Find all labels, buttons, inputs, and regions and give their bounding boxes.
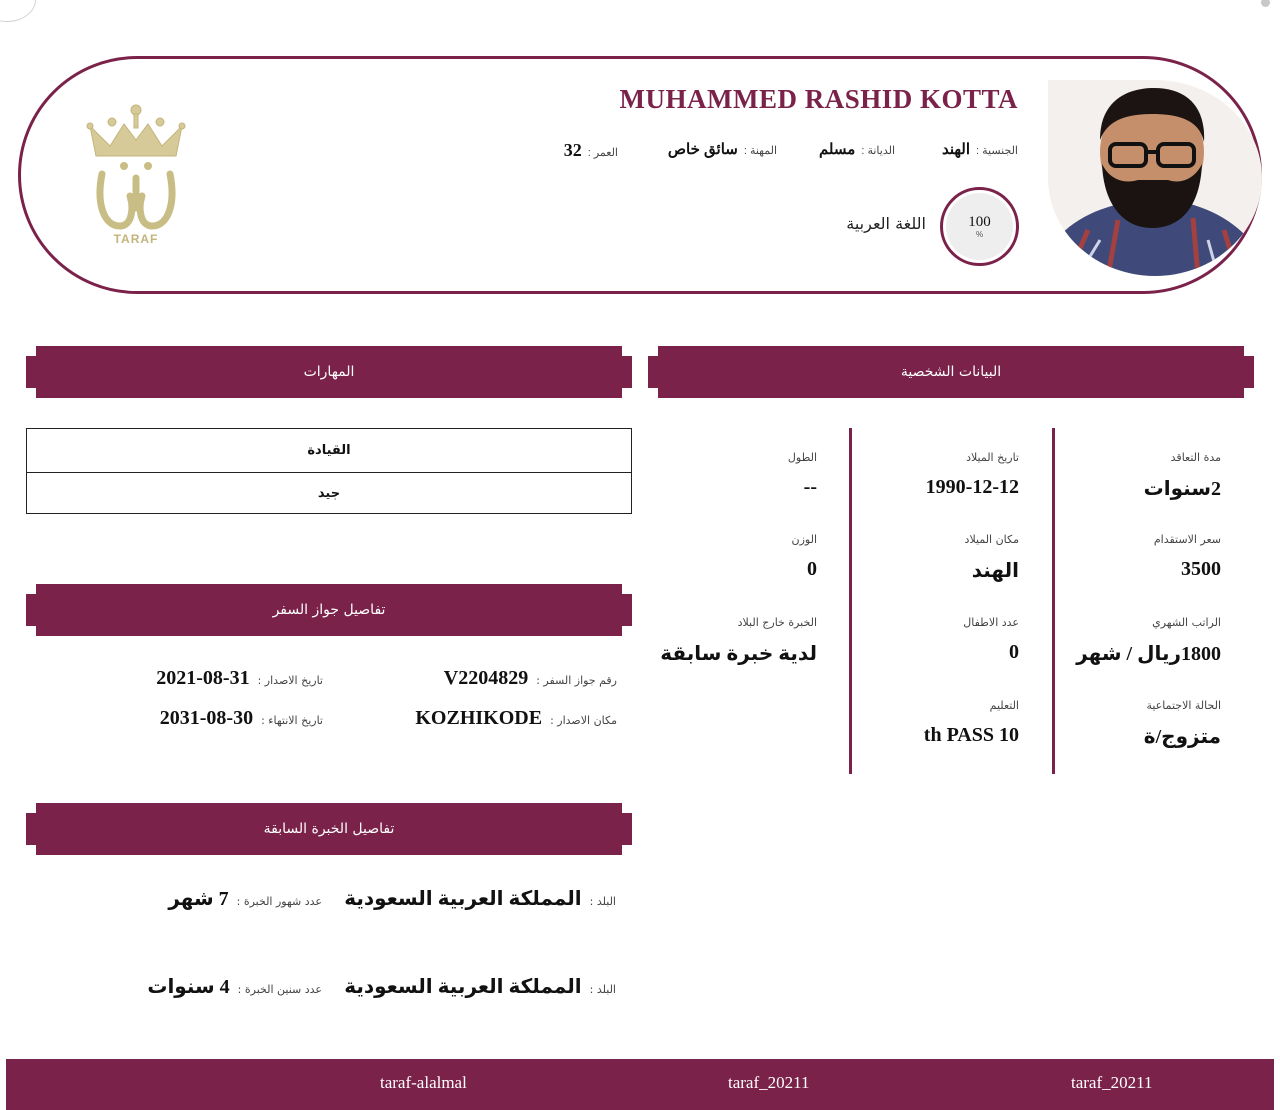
candidate-photo <box>1048 80 1262 276</box>
marital-label: الحالة الاجتماعية <box>1146 699 1221 712</box>
country-value: المملكة العربية السعودية <box>344 888 582 910</box>
passport-number-value: V2204829 <box>443 667 529 689</box>
abroad-experience-value: لدية خبرة سابقة <box>660 643 817 665</box>
skills-title: المهارات <box>303 364 355 380</box>
children-label: عدد الاطفال <box>963 616 1019 629</box>
salary-label: الراتب الشهري <box>1152 616 1221 629</box>
personal-banner <box>648 346 1254 398</box>
duration-label: عدد شهور الخبرة : <box>236 895 322 908</box>
scroll-indicator <box>1261 0 1270 7</box>
skill-name: القيادة <box>307 443 351 458</box>
duration-value: 4 سنوات <box>147 976 230 998</box>
marital-value: متزوج/ة <box>1143 726 1221 748</box>
passport-number-label: رقم جواز السفر : <box>536 674 617 687</box>
issue-date-value: 2021-08-31 <box>156 667 250 689</box>
footer-handle-middle[interactable]: taraf_20211 <box>728 1073 810 1092</box>
duration-value: 7 شهر <box>168 888 229 910</box>
footer-handle-left[interactable]: taraf-alalmal <box>380 1073 467 1092</box>
job-info <box>668 140 777 158</box>
issue-place-value: KOZHIKODE <box>415 707 543 729</box>
religion-label: الديانة : <box>861 145 895 157</box>
experience-banner <box>26 803 632 855</box>
passport-expiry-date <box>160 707 323 730</box>
logo-wordmark: TARAF <box>113 232 159 246</box>
education-value: th PASS 10 <box>923 724 1019 746</box>
education-label: التعليم <box>989 699 1019 712</box>
education-field <box>819 699 1019 747</box>
passport-title: تفاصيل جواز السفر <box>272 602 386 618</box>
marital-field <box>1021 699 1221 749</box>
children-field <box>819 616 1019 664</box>
personal-title: البيانات الشخصية <box>900 364 1002 380</box>
recruit-price-label: سعر الاستقدام <box>1153 533 1221 546</box>
religion-value: مسلم <box>818 141 856 158</box>
nationality-label: الجنسية : <box>976 145 1018 157</box>
height-value: -- <box>803 476 817 498</box>
country-value: المملكة العربية السعودية <box>344 976 582 998</box>
religion-info <box>819 140 895 158</box>
salary-value: 1800ريال / شهر <box>1076 643 1221 665</box>
weight-label: الوزن <box>791 533 817 546</box>
footer-bar <box>6 1059 1274 1110</box>
experience-country <box>344 974 616 999</box>
country-label: البلد : <box>589 983 616 996</box>
passport-issue-place <box>415 707 617 730</box>
height-field <box>617 451 817 499</box>
birth-date-field <box>819 451 1019 499</box>
language-score-badge <box>940 187 1019 266</box>
issue-date-label: تاريخ الاصدار : <box>257 674 323 687</box>
expiry-date-value: 2031-08-30 <box>159 707 254 729</box>
person-portrait-icon <box>1048 80 1262 276</box>
passport-issue-date <box>156 667 323 690</box>
country-label: البلد : <box>589 895 616 908</box>
abroad-experience-field <box>617 616 817 666</box>
recruit-price-value: 3500 <box>1181 558 1221 580</box>
age-label: العمر : <box>587 147 618 159</box>
taraf-logo <box>84 104 188 248</box>
nationality-info <box>942 140 1018 158</box>
skill-level: جيد <box>27 472 631 513</box>
passport-banner <box>26 584 632 636</box>
skills-banner <box>26 346 632 398</box>
age-value: 32 <box>563 140 582 160</box>
birth-date-value: 1990-12-12 <box>925 476 1019 498</box>
passport-number <box>444 667 617 690</box>
candidate-name: MUHAMMED RASHID KOTTA <box>619 84 1018 114</box>
language-label: اللغة العربية <box>846 214 926 233</box>
recruit-price-field <box>1021 533 1221 581</box>
job-label: المهنة : <box>743 145 777 157</box>
contract-value: 2سنوات <box>1143 478 1221 500</box>
experience-title: تفاصيل الخبرة السابقة <box>263 821 395 837</box>
footer-handle-right[interactable]: taraf_20211 <box>1071 1073 1153 1092</box>
experience-duration <box>147 974 322 999</box>
job-value: سائق خاص <box>667 141 738 158</box>
birth-place-field <box>819 533 1019 583</box>
children-value: 0 <box>1009 641 1019 663</box>
height-label: الطول <box>787 451 817 464</box>
duration-label: عدد سنين الخبرة : <box>237 983 322 996</box>
experience-duration <box>168 886 322 911</box>
age-info <box>564 140 618 161</box>
birth-place-value: الهند <box>971 560 1019 582</box>
weight-field <box>617 533 817 581</box>
skills-table <box>26 428 632 514</box>
salary-field <box>1021 616 1221 666</box>
language-score: 100 <box>968 213 991 230</box>
contract-field <box>1021 451 1221 501</box>
nationality-value: الهند <box>941 141 971 158</box>
decorative-circle <box>0 0 36 22</box>
abroad-experience-label: الخبرة خارج البلاد <box>737 616 817 629</box>
expiry-date-label: تاريخ الانتهاء : <box>261 714 323 727</box>
contract-label: مدة التعاقد <box>1170 451 1221 464</box>
birth-place-label: مكان الميلاد <box>964 533 1019 546</box>
weight-value: 0 <box>807 558 817 580</box>
experience-country <box>344 886 616 911</box>
issue-place-label: مكان الاصدار : <box>550 714 617 727</box>
birth-date-label: تاريخ الميلاد <box>966 451 1019 464</box>
language-unit: % <box>975 229 984 239</box>
